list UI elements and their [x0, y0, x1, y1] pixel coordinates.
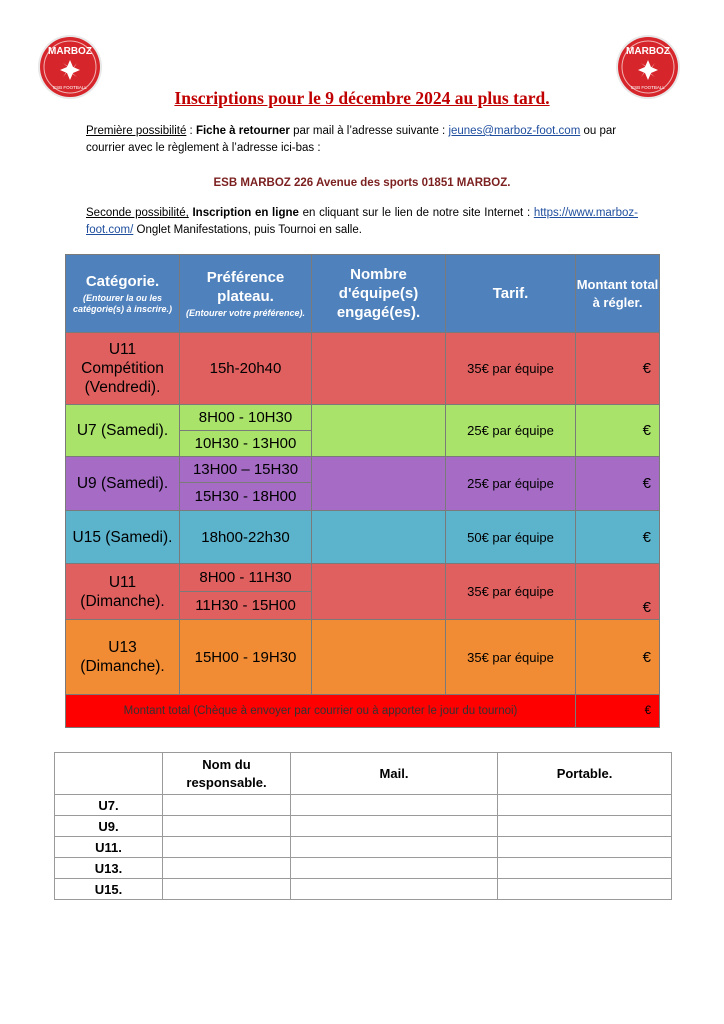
header-tarif: Tarif. — [446, 255, 576, 333]
slot-cell[interactable]: 8H00 - 10H30 — [180, 405, 312, 431]
slot-cell[interactable]: 15H30 - 18H00 — [180, 483, 312, 511]
slot-cell[interactable]: 11H30 - 15H00 — [180, 592, 312, 620]
tarif-cell: 50€ par équipe — [446, 511, 576, 564]
contact-nom-input[interactable] — [163, 816, 291, 837]
team-count-cell[interactable] — [312, 457, 446, 511]
table-row — [66, 333, 660, 405]
contact-portable-input[interactable] — [498, 858, 672, 879]
team-count-cell[interactable] — [312, 564, 446, 620]
table-row — [66, 511, 660, 564]
contact-category: U13. — [55, 858, 163, 879]
contact-header-mail: Mail. — [291, 753, 498, 795]
club-address: ESB MARBOZ 226 Avenue des sports 01851 MARBOZ. — [213, 177, 511, 189]
registration-table — [65, 254, 660, 728]
page-title: Inscriptions pour le 9 décembre 2024 au plus tard. — [174, 88, 550, 108]
slot-cell[interactable]: 8H00 - 11H30 — [180, 564, 312, 592]
category-cell[interactable]: U13 (Dimanche). — [66, 620, 180, 695]
second-option-bold: Inscription en ligne — [192, 207, 299, 219]
first-option-paragraph: Première possibilité : Fiche à retourner par mail à l’adresse suivante : jeunes@marboz-foot.com ou par courrier avec le règlement à l’adresse ici-bas : — [86, 125, 617, 154]
amount-cell[interactable]: € — [576, 405, 660, 457]
table-row — [55, 816, 672, 837]
category-cell[interactable]: U11 (Dimanche). — [66, 564, 180, 620]
team-count-cell[interactable] — [312, 511, 446, 564]
first-option-bold: Fiche à retourner — [195, 125, 290, 137]
category-cell[interactable]: U15 (Samedi). — [66, 511, 180, 564]
total-row — [66, 695, 660, 728]
team-count-cell[interactable] — [312, 620, 446, 695]
contact-mail-input[interactable] — [291, 879, 498, 900]
logo-sub-text: ESB FOOTBALL — [631, 85, 665, 90]
contact-header-portable: Portable. — [498, 753, 672, 795]
contact-table — [54, 752, 672, 900]
email-link[interactable]: jeunes@marboz-foot.com — [448, 125, 581, 137]
contact-nom-input[interactable] — [163, 837, 291, 858]
contact-nom-input[interactable] — [163, 795, 291, 816]
amount-cell[interactable]: € — [576, 333, 660, 405]
tarif-cell: 35€ par équipe — [446, 564, 576, 620]
amount-cell[interactable]: € — [576, 564, 660, 620]
slot-cell[interactable]: 18h00-22h30 — [180, 511, 312, 564]
slot-cell[interactable]: 10H30 - 13H00 — [180, 431, 312, 457]
header-categorie: Catégorie. (Entourer la ou les catégorie(s) à inscrire.) — [66, 255, 180, 333]
table-row — [66, 620, 660, 695]
logo-main-text: MARBOZ — [626, 46, 670, 57]
team-count-cell[interactable] — [312, 405, 446, 457]
logo-sub-text: ESB FOOTBALL — [53, 85, 87, 90]
contact-nom-input[interactable] — [163, 879, 291, 900]
header-preference: Préférence plateau. (Entourer votre préférence). — [180, 255, 312, 333]
slot-cell[interactable]: 15H00 - 19H30 — [180, 620, 312, 695]
contact-portable-input[interactable] — [498, 795, 672, 816]
table-row — [66, 457, 660, 483]
slot-cell[interactable]: 13H00 – 15H30 — [180, 457, 312, 483]
contact-portable-input[interactable] — [498, 837, 672, 858]
contact-portable-input[interactable] — [498, 816, 672, 837]
tarif-cell: 35€ par équipe — [446, 620, 576, 695]
contact-category: U11. — [55, 837, 163, 858]
tarif-cell: 35€ par équipe — [446, 333, 576, 405]
slot-cell[interactable]: 15h-20h40 — [180, 333, 312, 405]
table-row — [55, 858, 672, 879]
second-option-label: Seconde possibilité, — [86, 207, 189, 219]
amount-cell[interactable]: € — [576, 457, 660, 511]
category-cell[interactable]: U9 (Samedi). — [66, 457, 180, 511]
header-montant: Montant total à régler. — [576, 255, 660, 333]
website-link[interactable]: https://www.marboz-foot.com/ — [86, 207, 638, 236]
contact-mail-input[interactable] — [291, 837, 498, 858]
contact-category: U7. — [55, 795, 163, 816]
contact-category: U9. — [55, 816, 163, 837]
contact-nom-input[interactable] — [163, 858, 291, 879]
contact-category: U15. — [55, 879, 163, 900]
table-row — [66, 405, 660, 431]
table-row — [66, 564, 660, 592]
logo-main-text: MARBOZ — [48, 46, 92, 57]
amount-cell[interactable]: € — [576, 620, 660, 695]
table-row — [55, 837, 672, 858]
second-option-paragraph: Seconde possibilité, Inscription en ligne en cliquant sur le lien de notre site Internet : https://www.marboz-foot.com/ Onglet Manifestations, puis Tournoi en salle. — [86, 207, 638, 236]
team-count-cell[interactable] — [312, 333, 446, 405]
table-row — [55, 795, 672, 816]
header-nombre: Nombre d'équipe(s) engagé(es). — [312, 255, 446, 333]
total-label: Montant total (Chèque à envoyer par courrier ou à apporter le jour du tournoi) — [66, 695, 576, 728]
category-cell[interactable]: U11 Compétition (Vendredi). — [66, 333, 180, 405]
category-cell[interactable]: U7 (Samedi). — [66, 405, 180, 457]
first-option-label: Première possibilité — [86, 125, 187, 137]
contact-mail-input[interactable] — [291, 795, 498, 816]
tarif-cell: 25€ par équipe — [446, 405, 576, 457]
tarif-cell: 25€ par équipe — [446, 457, 576, 511]
contact-header-nom: Nom du responsable. — [163, 753, 291, 795]
amount-cell[interactable]: € — [576, 511, 660, 564]
table-row — [55, 879, 672, 900]
total-amount-cell[interactable]: € — [576, 695, 660, 728]
contact-portable-input[interactable] — [498, 879, 672, 900]
contact-mail-input[interactable] — [291, 858, 498, 879]
contact-mail-input[interactable] — [291, 816, 498, 837]
contact-header-empty — [55, 753, 163, 795]
